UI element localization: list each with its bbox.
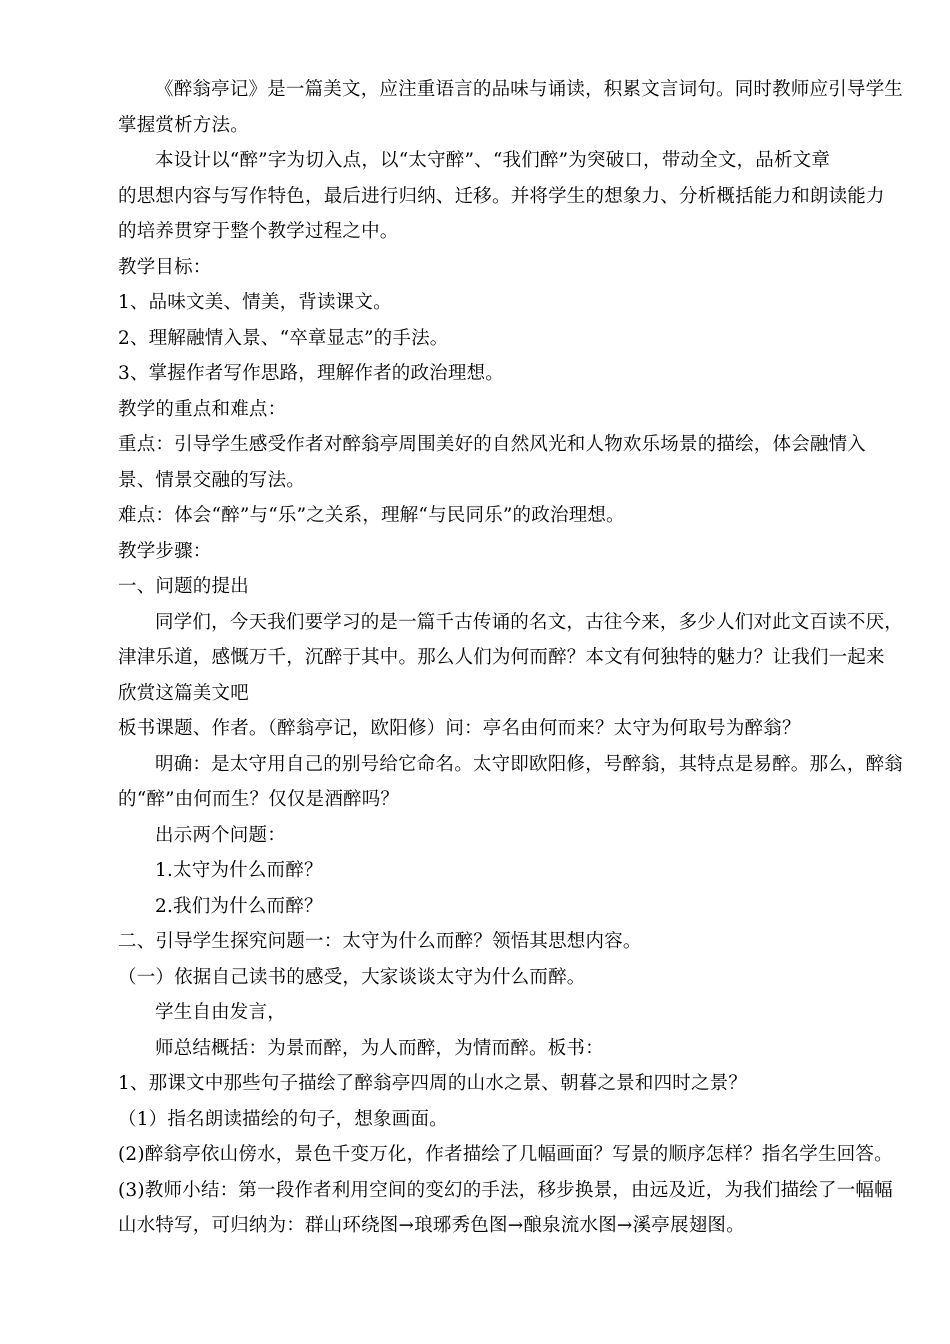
- list-item: (3)教师小结：第一段作者利用空间的变幻的手法，移步换景，由远及近，为我们描绘了一幅幅: [118, 1179, 893, 1201]
- text-line: 板书课题、作者。（醉翁亭记，欧阳修）问：亭名由何而来？太守为何取号为醉翁？: [118, 718, 801, 739]
- text-line: 津津乐道，感慨万千，沉醉于其中。那么人们为何而醉？本文有何独特的魅力？让我们一起来: [118, 647, 885, 668]
- text-line: 师总结概括：为景而醉，为人而醉，为情而醉。板书：: [155, 1037, 604, 1059]
- section-heading: 教学的重点和难点：: [118, 398, 287, 420]
- text-line: 重点：引导学生感受作者对醉翁亭周围美好的自然风光和人物欢乐场景的描绘，体会融情入: [118, 434, 867, 455]
- text-line: 学生自由发言，: [155, 1002, 286, 1023]
- text-line: 本设计以“醉”字为切入点，以“太守醉”、“我们醉”为突破口，带动全文，品析文章: [155, 150, 831, 171]
- text-line: 《醉翁亭记》是一篇美文，应注重语言的品味与诵读，积累文言词句。同时教师应引导学生: [155, 79, 904, 100]
- list-item: 2、理解融情入景、“卒章显志”的手法。: [118, 327, 449, 349]
- list-item: 3、掌握作者写作思路，理解作者的政治理想。: [118, 363, 504, 384]
- section-heading: 二、引导学生探究问题一：太守为什么而醉？领悟其思想内容。: [118, 931, 642, 952]
- text-line: 掌握赏析方法。: [118, 114, 249, 136]
- text-line: 明确：是太守用自己的别号给它命名。太守即欧阳修，号醉翁，其特点是易醉。那么，醉翁: [155, 753, 904, 775]
- text-line: 景、情景交融的写法。: [118, 469, 306, 491]
- section-heading: 教学步骤：: [118, 540, 212, 562]
- text-line: 的培养贯穿于整个教学过程之中。: [118, 221, 399, 242]
- text-line: 的“醉”由何而生？仅仅是酒醉吗？: [118, 789, 400, 810]
- list-item: 1、那课文中那些句子描绘了醉翁亭四周的山水之景、朝暮之景和四时之景？: [118, 1073, 748, 1094]
- text-line: 出示两个问题：: [155, 824, 286, 846]
- text-line: （一）依据自己读书的感受，大家谈谈太守为什么而醉。: [118, 966, 586, 988]
- text-line: 山水特写，可归纳为：群山环绕图→琅琊秀色图→酿泉流水图→溪亭展翅图。: [118, 1215, 745, 1236]
- list-item: 1.太守为什么而醉？: [155, 860, 323, 881]
- document-body: [118, 72, 904, 1244]
- list-item: (2)醉翁亭依山傍水，景色千变万化，作者描绘了几幅画面？写景的顺序怎样？指名学生回答。: [118, 1144, 893, 1165]
- list-item: （1）指名朗读描绘的句子，想象画面。: [118, 1108, 448, 1130]
- list-item: 2.我们为什么而醉？: [155, 895, 323, 917]
- section-heading: 教学目标：: [118, 256, 212, 278]
- text-line: 同学们，今天我们要学习的是一篇千古传诵的名文，古往今来，多少人们对此文百读不厌，: [155, 611, 904, 633]
- list-item: 1、品味文美、情美，背读课文。: [118, 292, 392, 313]
- text-line: 难点：体会“醉”与“乐”之关系，理解“与民同乐”的政治理想。: [118, 505, 625, 526]
- text-line: 的思想内容与写作特色，最后进行归纳、迁移。并将学生的想象力、分析概括能力和朗读能力: [118, 185, 885, 207]
- text-line: 欣赏这篇美文吧: [118, 682, 249, 704]
- section-heading: 一、问题的提出: [118, 576, 249, 597]
